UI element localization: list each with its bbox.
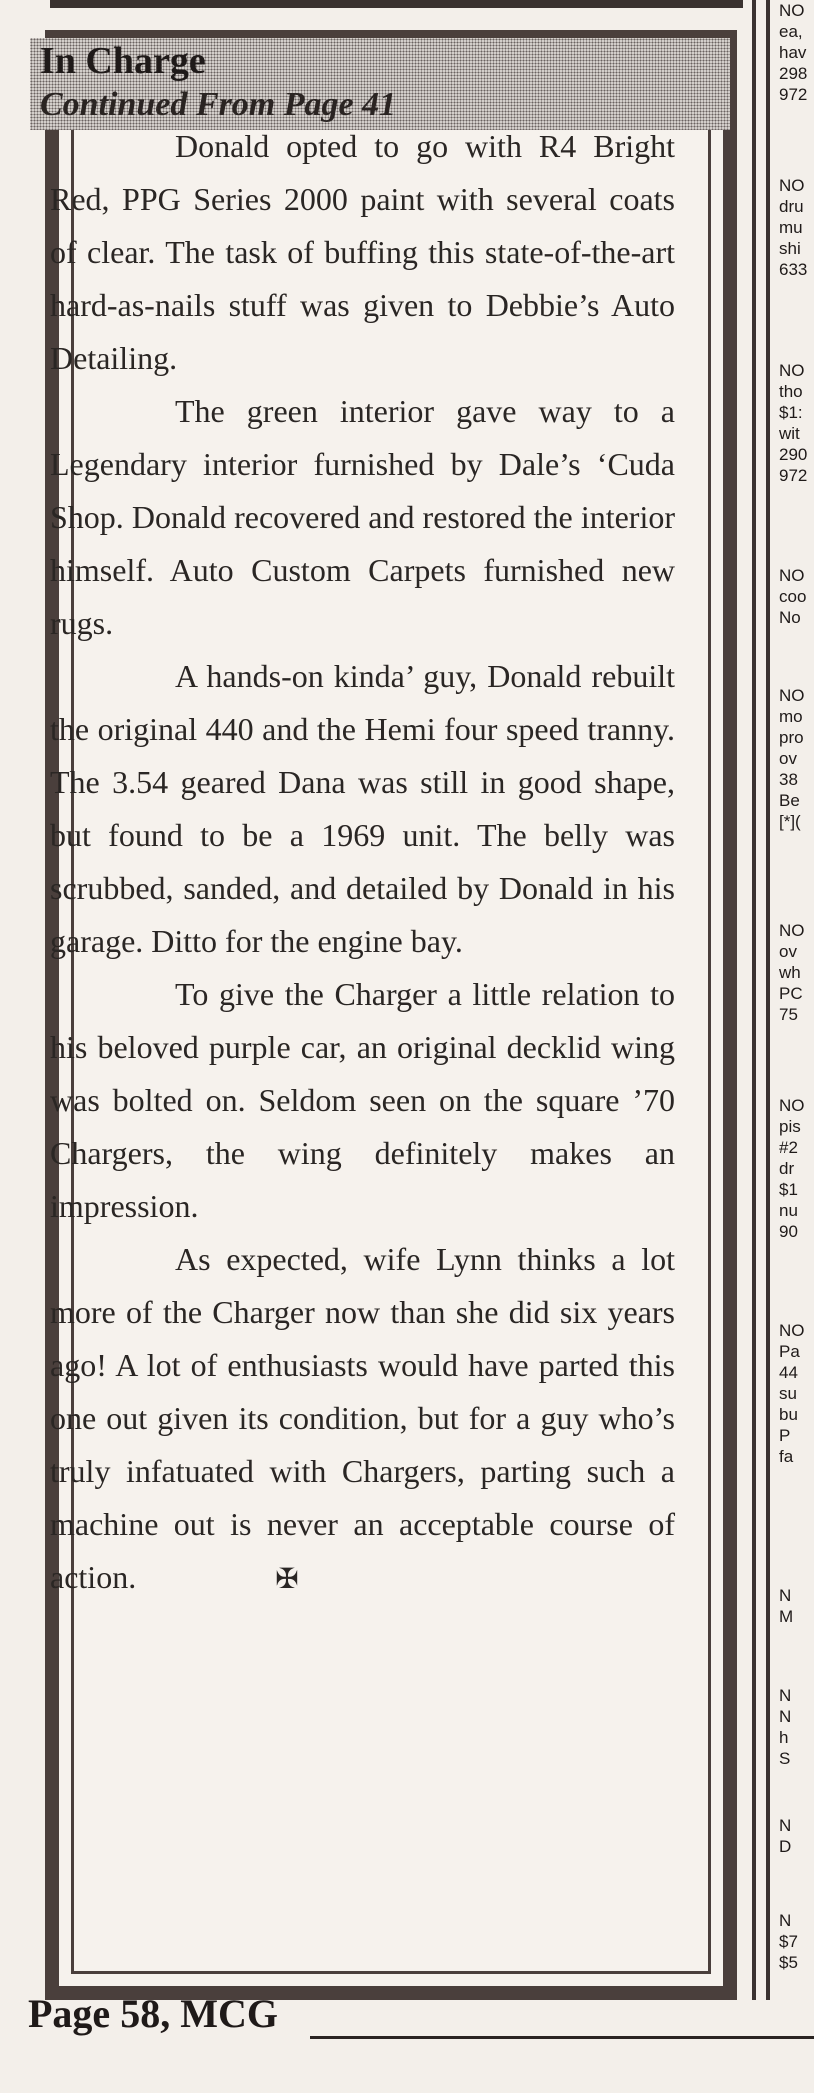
classified-ad-line: 44 [779,1363,798,1382]
paragraph: The green interior gave way to a Legendary interior furnished by Dale’s ‘Cuda Shop. Donald recovered and restored the interior himself. Auto Custom Carpets furnished new rugs. [50,393,675,641]
classified-ad-line: 633 [779,260,808,279]
classified-ad-line: tho [779,382,803,401]
classified-ad [779,1815,814,1857]
classified-ad-line: mo [779,707,803,726]
classified-ad [779,0,814,105]
classified-ad-line: pro [779,728,804,747]
classified-ad-line: h [779,1728,789,1747]
top-rule [50,0,743,8]
classified-ad-line: $7 [779,1932,798,1951]
classified-ad-line: $1: [779,403,803,422]
classified-ad-line: wh [779,963,801,982]
classified-ad-line: 38 [779,770,798,789]
paragraph [50,1233,675,1606]
classified-ad [779,360,814,486]
classified-ad [779,1685,814,1769]
classified-ad-line: #2 [779,1138,798,1157]
classified-ad-line: 298 [779,64,808,83]
article-body [50,120,675,1606]
classified-ad-line: ov [779,749,797,768]
classified-ad [779,565,814,628]
classified-ad-line: 75 [779,1005,798,1024]
paragraph: Donald opted to go with R4 Bright Red, PPG Series 2000 paint with several coats of clear. The task of buffing this state-of-the-art hard-as-nails stuff was given to Debbie’s Auto Detailing. [50,128,675,376]
classified-ad [779,1910,814,1973]
article-headline: In Charge [40,40,206,82]
classified-ad-line: $5 [779,1953,798,1972]
classified-ad-line: 972 [779,466,808,485]
classified-ad-line: NO [779,1321,805,1340]
page-folio: Page 58, MCG [28,1991,278,2036]
classified-ad-line: coo [779,587,807,606]
classified-ad-line: NO [779,1,805,20]
classified-ad-line: P [779,1426,791,1445]
classified-ad-line: Pa [779,1342,800,1361]
classified-ad-line: M [779,1607,794,1626]
classified-ad-line: dr [779,1159,795,1178]
classified-ad [779,685,814,832]
classified-ads-column [779,0,814,2093]
classified-ad-line: shi [779,239,801,258]
classified-ad-line: 972 [779,85,808,104]
classified-ad-line: hav [779,43,807,62]
classified-ad-line: NO [779,566,805,585]
classified-ad-line: mu [779,218,803,237]
column-rule [766,0,770,2000]
classified-ad-line: NO [779,686,805,705]
classified-ad-line: 290 [779,445,808,464]
classified-ad-line: su [779,1384,797,1403]
classified-ad-line: No [779,608,801,627]
classified-ad-line: wit [779,424,800,443]
classified-ad [779,1585,814,1627]
classified-ad [779,175,814,280]
classified-ad-line: N [779,1911,792,1930]
classified-ad-line: N [779,1686,792,1705]
paragraph-text: As expected, wife Lynn thinks a lot more of the Charger now than she did six years ago! A lot of enthusiasts would have parted this one out given its condition, but for a guy who’s truly infatuated with Chargers, parting such a machine out is never an acceptable course of action. [50,1241,675,1595]
classified-ad-line: nu [779,1201,798,1220]
classified-ad-line: S [779,1749,791,1768]
column-rule [752,0,756,2000]
classified-ad [779,1095,814,1242]
classified-ad-line: ea, [779,22,803,41]
end-of-article-icon: ✠ [275,1564,299,1595]
classified-ad-line: [*]( [779,812,801,831]
continued-from-line: Continued From Page 41 [40,86,397,123]
classified-ad-line: $1 [779,1180,798,1199]
classified-ad-line: NO [779,1096,805,1115]
classified-ad [779,1320,814,1467]
classified-ad-line: N [779,1586,792,1605]
classified-ad-line: N [779,1816,792,1835]
classified-ad-line: 90 [779,1222,798,1241]
classified-ad-line: NO [779,176,805,195]
classified-ad-line: pis [779,1117,801,1136]
classified-ad [779,920,814,1025]
classified-ad-line: NO [779,921,805,940]
classified-ad-line: Be [779,791,800,810]
footer-rule [310,2036,814,2039]
paragraph: To give the Charger a little relation to his beloved purple car, an original decklid wing was bolted on. Seldom seen on the square ’70 Chargers, the wing definitely makes an impression. [50,976,675,1224]
classified-ad-line: D [779,1837,792,1856]
classified-ad-line: ov [779,942,797,961]
classified-ad-line: N [779,1707,792,1726]
classified-ad-line: fa [779,1447,794,1466]
classified-ad-line: NO [779,361,805,380]
classified-ad-line: PC [779,984,803,1003]
classified-ad-line: bu [779,1405,798,1424]
paragraph: A hands-on kinda’ guy, Donald rebuilt the original 440 and the Hemi four speed tranny. The 3.54 geared Dana was still in good shape, but found to be a 1969 unit. The belly was scrubbed, sanded, and detailed by Donald in his garage. Ditto for the engine bay. [50,658,675,959]
classified-ad-line: dru [779,197,804,216]
